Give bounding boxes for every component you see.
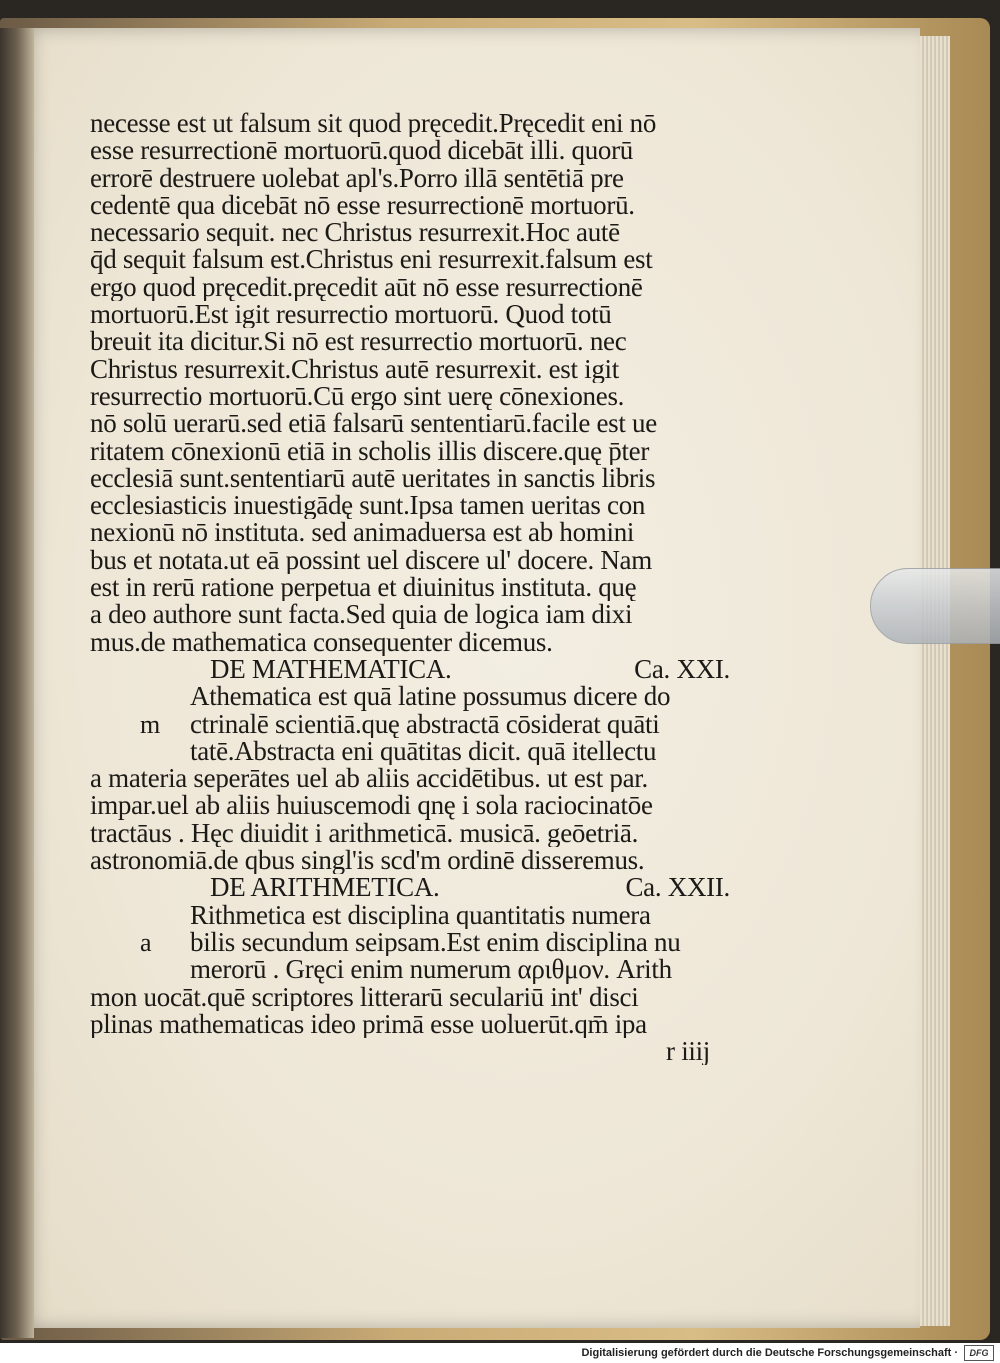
chapter-number: Ca. XXII. bbox=[625, 874, 730, 902]
text-line: ritatem cōnexionū etiā in scholis illis discere.quę p̄ter bbox=[90, 437, 650, 465]
section-mathematica bbox=[90, 683, 730, 874]
text-line: esse resurrectionē mortuorū.quod dicebāt illi. quorū bbox=[90, 137, 633, 165]
text-line: a materia seperātes uel ab aliis accidētibus. ut est par. bbox=[90, 765, 648, 793]
chapter-heading-mathematica bbox=[90, 656, 730, 683]
chapter-number: Ca. XXI. bbox=[634, 655, 730, 684]
chapter-heading-arithmetica bbox=[90, 874, 730, 901]
text-line: nexionū nō instituta. sed animaduersa est ab homini bbox=[90, 519, 635, 547]
text-line: necesse est ut falsum sit quod pręcedit.Pręcedit eni nō bbox=[90, 110, 657, 138]
text-line: astronomiā.de qbus singl'is scd'm ordinē disseremus. bbox=[90, 847, 645, 875]
text-line: mon uocāt.quē scriptores litterarū seculariū int' disci bbox=[90, 983, 639, 1011]
text-line-content: ctrinalē scientiā.quę abstractā cōsiderat quāti bbox=[190, 710, 660, 738]
text-line: bus et notata.ut eā possint uel discere ul' docere. Nam bbox=[90, 546, 652, 575]
book-spine bbox=[0, 28, 34, 1338]
text-line: est in rerū ratione perpetua et diuinitus instituta. quę bbox=[90, 574, 637, 602]
text-line: plinas mathematicas ideo primā esse uoluerūt.qm̄ ipa bbox=[90, 1010, 647, 1039]
text-line bbox=[90, 929, 730, 956]
dfg-logo-icon: DFG bbox=[964, 1345, 994, 1361]
text-line: errorē destruere uolebat apl's.Porro illā sentētiā pre bbox=[90, 164, 624, 192]
text-line: a deo authore sunt facta.Sed quia de logica iam dixi bbox=[90, 601, 633, 629]
text-line: ecclesiasticis inuestigādę sunt.Ipsa tamen ueritas con bbox=[90, 492, 646, 520]
text-line: Athematica est quā latine possumus dicere do bbox=[190, 683, 671, 711]
text-line: nō solū uerarū.sed etiā falsarū sententiarū.facile est ue bbox=[90, 410, 657, 438]
text-line: merorū . Gręci enim numerum αριθμον. Arith bbox=[190, 956, 672, 984]
text-line: mortuorū.Est igit resurrectio mortuorū. Quod totū bbox=[90, 301, 612, 329]
text-line: Christus resurrexit.Christus autē resurrexit. est igit bbox=[90, 355, 619, 383]
text-line-content: bilis secundum seipsam.Est enim disciplina nu bbox=[190, 928, 681, 957]
text-line: Rithmetica est disciplina quantitatis numera bbox=[190, 901, 651, 929]
page-text bbox=[90, 110, 730, 1065]
text-line: resurrectio mortuorū.Cū ergo sint uerę cōnexiones. bbox=[90, 382, 625, 411]
paragraph-logic bbox=[90, 110, 730, 656]
text-line: necessario sequit. nec Christus resurrexit.Hoc autē bbox=[90, 219, 620, 247]
text-line: tatē.Abstracta eni quātitas dicit. quā itellectu bbox=[190, 737, 657, 766]
heading-title: DE MATHEMATICA. bbox=[210, 655, 452, 684]
signature-mark: r iiij bbox=[666, 1038, 710, 1066]
guide-letter: a bbox=[140, 928, 152, 957]
text-line: ecclesiā sunt.sententiarū autē ueritates in sanctis libris bbox=[90, 464, 656, 493]
text-line: tractāus . Hęc diuidit i arithmeticā. musicā. geōetriā. bbox=[90, 819, 639, 848]
page-clip bbox=[870, 568, 1000, 644]
text-line: q̄d sequit falsum est.Christus eni resurrexit.falsum est bbox=[90, 246, 653, 274]
text-line: ergo quod pręcedit.pręcedit aūt nō esse resurrectionē bbox=[90, 273, 643, 302]
text-line: breuit ita dicitur.Si nō est resurrectio mortuorū. nec bbox=[90, 328, 627, 356]
section-arithmetica bbox=[90, 902, 730, 1038]
footer-credit: Digitalisierung gefördert durch die Deutsche Forschungsgemeinschaft · bbox=[581, 1347, 958, 1359]
guide-letter: m bbox=[140, 710, 160, 738]
heading-title: DE ARITHMETICA. bbox=[210, 874, 440, 902]
text-line: cedentē qua dicebāt nō esse resurrectionē mortuorū. bbox=[90, 191, 635, 220]
footer-bar bbox=[0, 1343, 1000, 1363]
text-line: impar.uel ab aliis huiuscemodi qnę i sola raciocinatōe bbox=[90, 792, 653, 820]
text-line bbox=[90, 711, 730, 738]
text-line: mus.de mathematica consequenter dicemus. bbox=[90, 628, 553, 656]
